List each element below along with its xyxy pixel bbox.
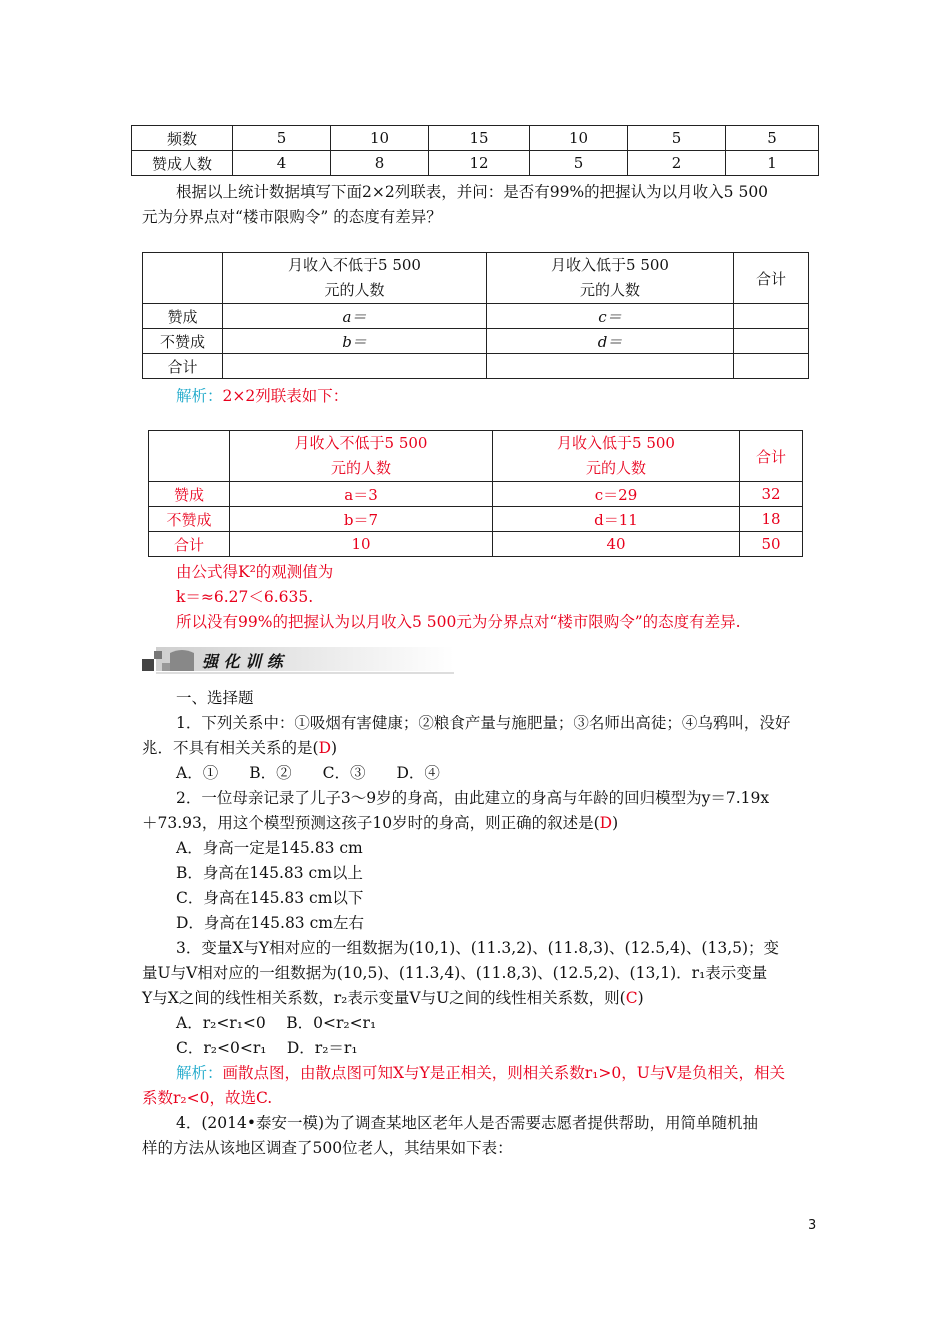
table-cell: a＝3 xyxy=(230,482,493,507)
table-cell: 1 xyxy=(726,151,819,176)
question-line: 元为分界点对“楼市限购令” 的态度有差异？ xyxy=(142,208,442,226)
answer-letter: D xyxy=(599,814,613,832)
header-line: 元的人数 xyxy=(585,459,646,477)
frequency-table xyxy=(131,125,819,176)
table-cell: d＝ xyxy=(487,329,734,354)
table-cell xyxy=(734,304,809,329)
question-text: Y与X之间的线性相关系数，r₂表示变量V与U之间的线性相关系数，则( xyxy=(142,989,626,1007)
table-cell: 8 xyxy=(331,151,429,176)
table-cell: d＝11 xyxy=(493,507,740,532)
table-cell: 4 xyxy=(233,151,331,176)
question-3-options: C．r₂<0<r₁ D．r₂＝r₁ xyxy=(176,1039,358,1057)
banner-title: 强 化 训 练 xyxy=(202,652,283,671)
table-row-label: 频数 xyxy=(132,126,233,151)
question-line: 根据以上统计数据填写下面2×2列联表，并问：是否有99%的把握认为以月收入5 500 xyxy=(176,183,769,201)
section-title: 一、选择题 xyxy=(176,689,254,707)
analysis-label: 解析： xyxy=(176,387,223,405)
question-3-line xyxy=(142,986,644,1008)
table-header xyxy=(487,253,734,304)
table-cell: b＝ xyxy=(223,329,487,354)
analysis-intro xyxy=(176,384,348,406)
analysis-text: 画散点图，由散点图可知X与Y是正相关，则相关系数r₁>0，U与V是负相关，相关 xyxy=(222,1064,786,1082)
table-cell: 5 xyxy=(726,126,819,151)
question-text: ＋73.93，用这个模型预测这孩子10岁时的身高，则正确的叙述是( xyxy=(142,814,600,832)
table-row-label: 不赞成 xyxy=(143,329,223,354)
table-row-label: 合计 xyxy=(149,532,230,557)
table-cell: 50 xyxy=(740,532,803,557)
header-line: 元的人数 xyxy=(330,459,391,477)
option-a: A．身高一定是145.83 cm xyxy=(176,839,363,857)
blank-contingency-table xyxy=(142,252,809,379)
table-cell: 15 xyxy=(429,126,530,151)
paren: ) xyxy=(637,989,644,1007)
question-4-line: 样的方法从该地区调查了500位老人，其结果如下表： xyxy=(142,1139,513,1157)
answer-letter: D xyxy=(318,739,331,757)
answer-line: 由公式得K²的观测值为 xyxy=(176,563,334,581)
table-cell: 2 xyxy=(628,151,726,176)
table-cell: 10 xyxy=(530,126,628,151)
answer-line: k＝≈6.27＜6.635. xyxy=(176,588,314,606)
question-1-line: 1．下列关系中：①吸烟有害健康；②粮食产量与施肥量；③名师出高徒；④乌鸦叫，没好 xyxy=(176,714,791,732)
question-2-line xyxy=(142,811,618,833)
header-line: 月收入低于5 500 xyxy=(551,256,669,274)
header-line: 月收入低于5 500 xyxy=(557,434,675,452)
table-cell: 10 xyxy=(331,126,429,151)
table-cell xyxy=(487,354,734,379)
table-row-label: 合计 xyxy=(143,354,223,379)
table-cell: 18 xyxy=(740,507,803,532)
question-3-line: 3．变量X与Y相对应的一组数据为(10,1)、(11.3,2)、(11.8,3)、(12.5,4)、(13,5)；变 xyxy=(176,939,780,957)
question-4-line: 4．(2014•泰安一模)为了调查某地区老年人是否需要志愿者提供帮助，用简单随机抽 xyxy=(176,1114,759,1132)
question-1-line xyxy=(142,736,337,758)
paren: ) xyxy=(612,814,619,832)
header-line: 月收入不低于5 500 xyxy=(288,256,421,274)
table-row-label: 赞成 xyxy=(143,304,223,329)
table-header: 合计 xyxy=(734,253,809,304)
table-cell: 10 xyxy=(230,532,493,557)
table-cell xyxy=(734,329,809,354)
option-c: C．身高在145.83 cm以下 xyxy=(176,889,364,907)
table-header xyxy=(493,431,740,482)
analysis-label: 解析： xyxy=(176,1064,223,1082)
answer-contingency-table xyxy=(148,430,803,557)
section-banner xyxy=(142,641,454,675)
question-3-analysis xyxy=(176,1061,785,1083)
table-cell: 5 xyxy=(233,126,331,151)
table-header xyxy=(230,431,493,482)
table-cell: a＝ xyxy=(223,304,487,329)
header-line: 元的人数 xyxy=(579,281,640,299)
banner-graphic xyxy=(142,641,454,675)
header-line: 月收入不低于5 500 xyxy=(294,434,428,452)
option-b: B．身高在145.83 cm以上 xyxy=(176,864,363,882)
page-number: 3 xyxy=(808,1218,817,1233)
analysis-text: 2×2列联表如下： xyxy=(222,387,349,405)
option-d: D．身高在145.83 cm左右 xyxy=(176,914,364,932)
table-header: 合计 xyxy=(740,431,803,482)
question-text: 兆．不具有相关关系的是( xyxy=(142,739,319,757)
table-row-label: 赞成人数 xyxy=(132,151,233,176)
paren: ) xyxy=(331,739,338,757)
table-cell xyxy=(223,354,487,379)
question-3-options: A．r₂<r₁<0 B．0<r₂<r₁ xyxy=(176,1014,377,1032)
question-3-line: 量U与V相对应的一组数据为(10,5)、(11.3,4)、(11.8,3)、(12.5,2)、(13,1)．r₁表示变量 xyxy=(142,964,768,982)
table-cell: 32 xyxy=(740,482,803,507)
table-cell: c＝ xyxy=(487,304,734,329)
question-1-options: A．① B．② C．③ D．④ xyxy=(176,764,440,782)
table-corner xyxy=(143,253,223,304)
question-3-analysis: 系数r₂<0，故选C. xyxy=(142,1089,273,1107)
table-cell: 40 xyxy=(493,532,740,557)
table-corner xyxy=(149,431,230,482)
header-line: 元的人数 xyxy=(324,281,385,299)
answer-conclusion: 所以没有99%的把握认为以月收入5 500元为分界点对“楼市限购令”的态度有差异. xyxy=(176,613,741,631)
table-cell xyxy=(734,354,809,379)
table-cell: c＝29 xyxy=(493,482,740,507)
table-row-label: 赞成 xyxy=(149,482,230,507)
table-cell: 5 xyxy=(628,126,726,151)
answer-letter: C xyxy=(625,989,638,1007)
question-2-line: 2．一位母亲记录了儿子3～9岁的身高，由此建立的身高与年龄的回归模型为y＝7.19x xyxy=(176,789,770,807)
table-header xyxy=(223,253,487,304)
table-cell: 5 xyxy=(530,151,628,176)
table-cell: b＝7 xyxy=(230,507,493,532)
table-row-label: 不赞成 xyxy=(149,507,230,532)
table-cell: 12 xyxy=(429,151,530,176)
